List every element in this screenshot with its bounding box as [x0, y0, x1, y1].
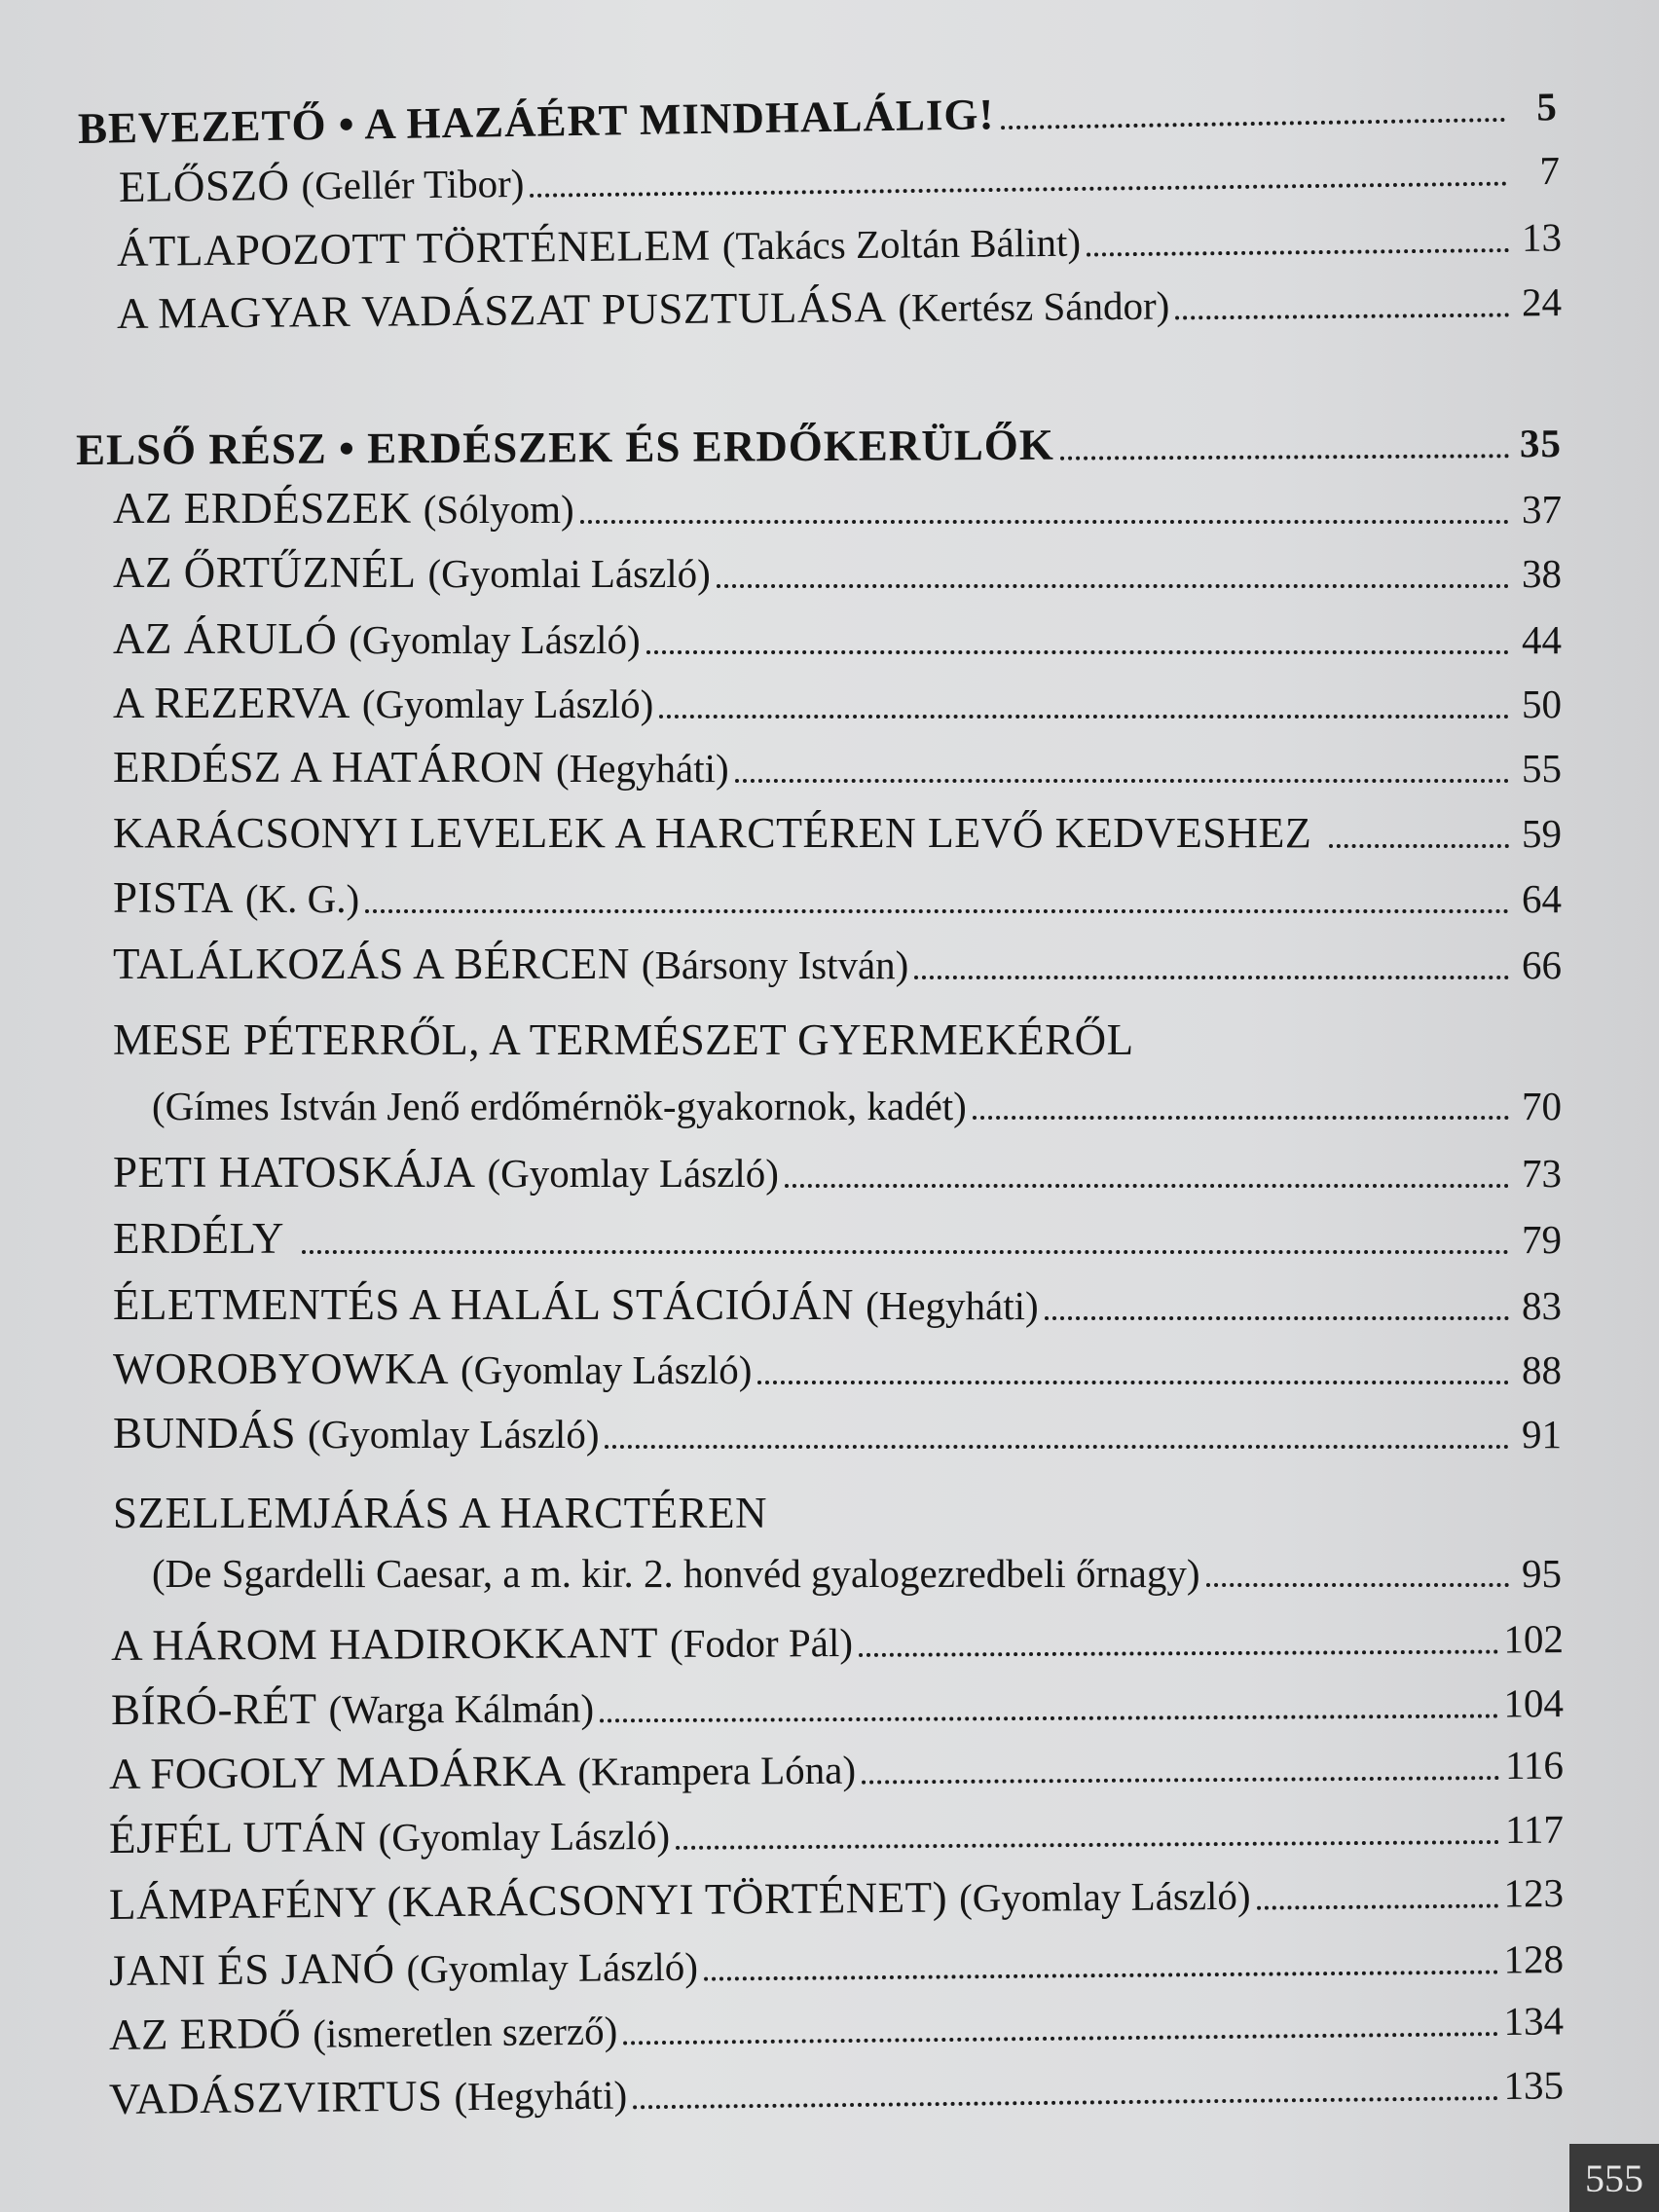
page-ref: 38	[1522, 551, 1562, 596]
entry-title: ERDÉSZ A HATÁRON	[113, 743, 545, 792]
toc-heading-bevezeto	[78, 84, 1559, 151]
dot-leader	[1087, 248, 1509, 257]
entry-author: (K. G.)	[244, 876, 360, 921]
page-ref: 95	[1522, 1551, 1562, 1596]
toc-entry	[113, 873, 1562, 922]
dot-leader	[757, 1381, 1509, 1384]
page-ref: 24	[1521, 279, 1563, 325]
page-ref: 7	[1539, 147, 1561, 194]
dot-leader	[302, 1250, 1509, 1254]
toc-entry	[109, 1743, 1564, 1796]
entry-title: PISTA	[113, 873, 234, 922]
toc-entry	[113, 1148, 1562, 1197]
toc-entry	[109, 1870, 1564, 1927]
toc-entry	[113, 614, 1562, 663]
toc-entry	[109, 1936, 1564, 1993]
dot-leader	[580, 520, 1509, 524]
entry-title: A FOGOLY MADÁRKA	[108, 1746, 567, 1798]
toc-entry	[111, 1616, 1564, 1668]
entry-title: ÉLETMENTÉS A HALÁL STÁCIÓJÁN	[113, 1280, 855, 1329]
dot-leader	[1329, 844, 1509, 848]
entry-title: A REZERVA	[113, 679, 350, 727]
toc-entry	[113, 548, 1562, 597]
entry-author: (Hegyháti)	[454, 2072, 628, 2120]
page-ref: 128	[1503, 1936, 1565, 1982]
entry-author: (Krampera Lóna)	[577, 1747, 857, 1794]
toc-entry	[109, 2062, 1564, 2121]
entry-title: KARÁCSONYI LEVELEK A HARCTÉREN LEVŐ KEDVESHEZ	[113, 809, 1312, 857]
dot-leader	[717, 584, 1509, 588]
page-ref: 102	[1503, 1616, 1565, 1662]
dot-leader	[735, 779, 1509, 783]
dot-leader	[1045, 1316, 1509, 1320]
dot-leader	[1060, 454, 1509, 460]
dot-leader	[605, 1445, 1509, 1449]
toc-entry-continuation	[152, 1551, 1562, 1596]
toc-heading-elso-resz	[76, 421, 1562, 472]
entry-author: (Gyomlay László)	[487, 1151, 779, 1196]
entry-author: (Gyomlay László)	[378, 1812, 671, 1861]
entry-title: A MAGYAR VADÁSZAT PUSZTULÁSA	[116, 282, 887, 338]
toc-entry	[113, 1280, 1562, 1329]
entry-author: (Gyomlay László)	[460, 1347, 753, 1392]
entry-title: AZ ŐRTŰZNÉL	[113, 548, 417, 597]
entry-author: (Gyomlay László)	[958, 1872, 1251, 1921]
entry-author: (Fodor Pál)	[669, 1620, 854, 1666]
page-ref: 79	[1522, 1217, 1562, 1262]
entry-author: (ismeretlen szerző)	[312, 2008, 618, 2056]
toc-entry	[117, 279, 1562, 336]
page-ref: 134	[1503, 1998, 1565, 2044]
entry-author: (Sólyom)	[423, 487, 574, 532]
page-ref: 55	[1522, 746, 1562, 791]
toc-entry	[119, 148, 1560, 209]
entry-author: (Hegyháti)	[556, 746, 729, 791]
entry-author: (Gyomlay László)	[308, 1412, 600, 1456]
dot-leader	[704, 1971, 1498, 1981]
toc-entry	[113, 743, 1562, 792]
dot-leader	[646, 650, 1509, 654]
dot-leader	[623, 2032, 1497, 2045]
entry-author: (Gyomlay László)	[349, 617, 641, 662]
page-ref: 5	[1535, 84, 1559, 129]
entry-author: (Gyomlay László)	[361, 682, 654, 726]
entry-title: ELŐSZÓ	[118, 160, 290, 211]
dot-leader	[633, 2096, 1497, 2109]
entry-author: (Hegyháti)	[866, 1283, 1039, 1328]
dot-leader	[1175, 313, 1509, 320]
page-ref: 104	[1503, 1680, 1565, 1726]
entry-title: LÁMPAFÉNY (KARÁCSONYI TÖRTÉNET)	[108, 1872, 948, 1929]
toc-entry	[113, 809, 1562, 857]
toc-entry	[113, 1409, 1562, 1457]
dot-leader	[785, 1184, 1509, 1188]
dot-leader	[973, 1116, 1509, 1120]
page-ref: 70	[1522, 1084, 1562, 1128]
dot-leader	[1257, 1904, 1498, 1910]
entry-title: BÍRÓ-RÉT	[110, 1683, 317, 1734]
toc-entry-continuation	[152, 1084, 1562, 1128]
entry-title: AZ ERDÉSZEK	[113, 484, 412, 533]
toc-entry	[113, 1347, 1562, 1391]
entry-title: ERDÉLY	[113, 1214, 284, 1263]
dot-leader	[1001, 118, 1505, 129]
page-ref: 83	[1522, 1283, 1562, 1328]
toc-entry	[113, 942, 1562, 986]
page-ref: 117	[1504, 1806, 1565, 1852]
dot-leader	[859, 1650, 1498, 1657]
heading-title: BEVEZETŐ • A HAZÁÉRT MINDHALÁLIG!	[77, 90, 995, 153]
page-ref: 66	[1522, 942, 1562, 987]
entry-title: VADÁSZVIRTUS	[108, 2071, 443, 2123]
toc-entry	[109, 1807, 1564, 1861]
entry-title: A HÁROM HADIROKKANT	[110, 1618, 659, 1670]
entry-author: (Gyomlay László)	[406, 1943, 699, 1992]
entry-author: (Gyomlai László)	[427, 551, 711, 596]
entry-author: (Warga Kálmán)	[328, 1685, 595, 1732]
entry-author: (Kertész Sándor)	[898, 282, 1170, 330]
page-ref: 135	[1503, 2062, 1565, 2108]
entry-title: JANI ÉS JANÓ	[108, 1943, 395, 1995]
page-ref: 88	[1522, 1347, 1562, 1392]
toc-entry	[109, 1998, 1564, 2057]
entry-title: WOROBYOWKA	[113, 1345, 449, 1393]
dot-leader	[365, 909, 1509, 913]
page-ref: 35	[1519, 421, 1563, 466]
page-ref: 116	[1504, 1742, 1565, 1788]
toc-entry	[113, 1214, 1562, 1263]
dot-leader	[659, 715, 1509, 719]
entry-title: PETI HATOSKÁJA	[113, 1148, 476, 1197]
entry-author: (Gímes István Jenő erdőmérnök-gyakornok, kadét)	[152, 1084, 967, 1128]
dot-leader	[531, 182, 1508, 198]
page-ref: 64	[1522, 876, 1562, 921]
page-ref: 123	[1503, 1869, 1565, 1916]
heading-title: ELSŐ RÉSZ • ERDÉSZEK ÉS ERDŐKERÜLŐK	[75, 420, 1054, 474]
entry-title: TALÁLKOZÁS A BÉRCEN	[113, 940, 630, 988]
entry-title: ÁTLAPOZOTT TÖRTÉNELEM	[116, 220, 712, 276]
toc-entry	[117, 214, 1562, 274]
dot-leader	[914, 976, 1509, 979]
entry-author: (Takács Zoltán Bálint)	[721, 219, 1082, 269]
entry-title: MESE PÉTERRŐL, A TERMÉSZET GYERMEKÉRŐL	[113, 1015, 1134, 1064]
page-ref: 13	[1521, 214, 1563, 260]
toc-entry	[111, 1680, 1564, 1732]
page-ref: 59	[1522, 811, 1562, 856]
dot-leader	[600, 1714, 1497, 1723]
dot-leader	[1206, 1583, 1509, 1587]
entry-title: BUNDÁS	[113, 1409, 297, 1457]
entry-author: (De Sgardelli Caesar, a m. kir. 2. honvéd gyalogezredbeli őrnagy)	[152, 1551, 1200, 1596]
entry-author: (Bársony István)	[641, 942, 909, 987]
toc-entry	[113, 679, 1562, 727]
toc-entry	[113, 484, 1562, 533]
entry-title: AZ ERDŐ	[108, 2008, 302, 2059]
entry-title: AZ ÁRULÓ	[113, 614, 338, 663]
page-ref: 37	[1522, 487, 1562, 532]
page-number-badge: 555	[1569, 2144, 1659, 2212]
page-ref: 73	[1522, 1151, 1562, 1196]
page-ref: 44	[1522, 617, 1562, 662]
dot-leader	[676, 1840, 1499, 1850]
entry-author: (Gellér Tibor)	[301, 160, 525, 208]
page-ref: 50	[1522, 682, 1562, 726]
dot-leader	[862, 1776, 1499, 1785]
entry-title: SZELLEMJÁRÁS A HARCTÉREN	[113, 1489, 768, 1537]
entry-title: ÉJFÉL UTÁN	[108, 1812, 367, 1862]
page-ref: 91	[1522, 1412, 1562, 1456]
